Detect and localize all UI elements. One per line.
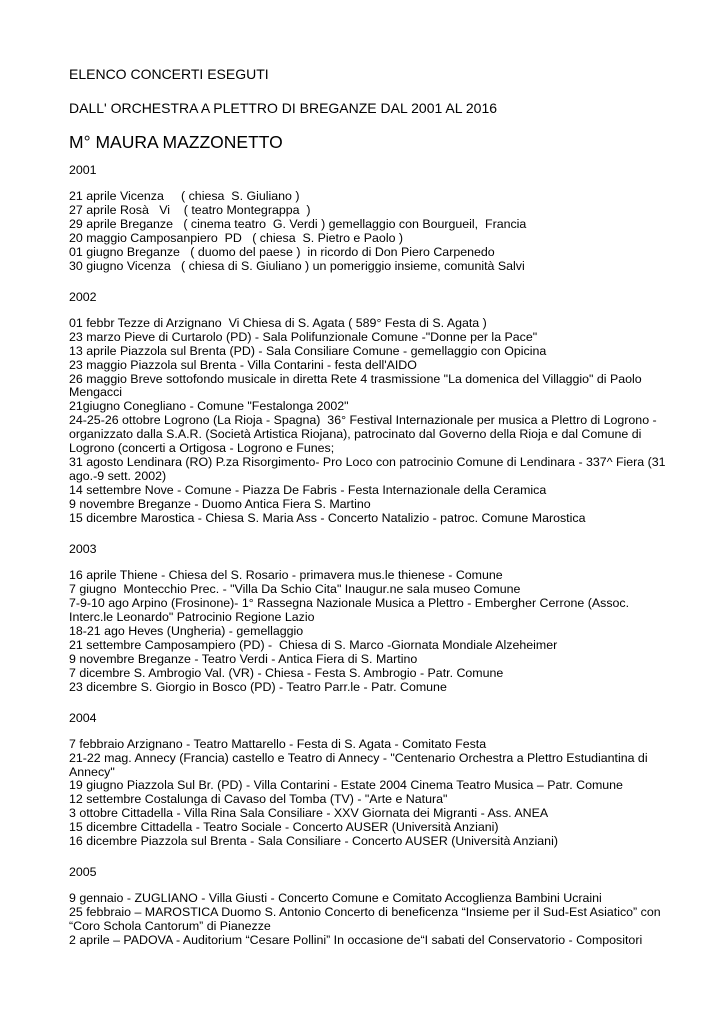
concert-entry: 3 ottobre Cittadella - Villa Rina Sala Consiliare - XXV Giornata dei Migranti - Ass. ANEA — [69, 806, 549, 821]
concert-entries — [69, 569, 669, 695]
concert-entry: 9 novembre Breganze - Teatro Verdi - Antica Fiera di S. Martino — [69, 651, 418, 666]
concert-entry: 24-25-26 ottobre Logrono (La Rioja - Spagna) 36° Festival Internazionale per musica a Plettro di Logrono - organizzato dalla S.A.R. (Società Artistica Riojana), patrocinato dal Governo della Rioja e dal Comune di Logrono (concerti a Ortigosa - Logrono e Funes; — [69, 413, 657, 456]
concert-entry: 21 aprile Vicenza ( chiesa S. Giuliano ) — [69, 189, 300, 203]
year-heading: 2001 — [69, 163, 97, 177]
concert-entry: 15 dicembre Marostica - Chiesa S. Maria Ass - Concerto Natalizio - patroc. Comune Marostica — [69, 511, 586, 526]
year-section-2004 — [69, 711, 669, 850]
document-subtitle: DALL' ORCHESTRA A PLETTRO DI BREGANZE DAL 2001 AL 2016 — [69, 100, 498, 116]
concert-entry: 13 aprile Piazzola sul Brenta (PD) - Sala Consiliare Comune - gemellaggio con Opicina — [69, 343, 547, 358]
year-section-2003 — [69, 542, 669, 695]
concert-entry: 2 aprile – PADOVA - Auditorium “Cesare Pollini” In occasione de“I sabati del Conservatorio - Compositori — [69, 933, 643, 948]
concert-list — [69, 163, 669, 948]
concert-entry: 20 maggio Camposanpiero PD ( chiesa S. Pietro e Paolo ) — [69, 230, 404, 245]
concert-entries — [69, 892, 669, 948]
concert-entry: 7 febbraio Arzignano - Teatro Mattarello - Festa di S. Agata - Comitato Festa — [69, 736, 487, 751]
concert-entry: 23 dicembre S. Giorgio in Bosco (PD) - Teatro Parr.le - Patr. Comune — [69, 679, 447, 694]
concert-entry: 01 giugno Breganze ( duomo del paese ) in ricordo di Don Piero Carpenedo — [69, 244, 495, 259]
concert-entry: 29 aprile Breganze ( cinema teatro G. Verdi ) gemellaggio con Bourgueil, Francia — [69, 216, 527, 231]
year-heading: 2003 — [69, 542, 97, 557]
concert-entry: 7-9-10 ago Arpino (Frosinone)- 1° Rassegna Nazionale Musica a Plettro - Embergher Cerrone (Assoc. Interc.le Leonardo" Patrocinio Regione Lazio — [69, 595, 630, 624]
concert-entry: 23 marzo Pieve di Curtarolo (PD) - Sala Polifunzionale Comune -"Donne per la Pace" — [69, 329, 538, 344]
concert-entry: 16 dicembre Piazzola sul Brenta - Sala Consiliare - Concerto AUSER (Università Anziani) — [69, 834, 558, 849]
concert-entry: 21giugno Conegliano - Comune "Festalonga 2002" — [69, 399, 349, 414]
concert-entry: 01 febbr Tezze di Arzignano Vi Chiesa di S. Agata ( 589° Festa di S. Agata ) — [69, 315, 487, 330]
year-heading: 2004 — [69, 710, 97, 725]
year-section-2002 — [69, 290, 669, 526]
concert-entry: 7 giugno Montecchio Prec. - "Villa Da Schio Cita" Inaugur.ne sala museo Comune — [69, 581, 521, 596]
conductor-name: M° MAURA MAZZONETTO — [69, 132, 283, 152]
document-title: ELENCO CONCERTI ESEGUTI — [69, 66, 269, 82]
year-heading: 2005 — [69, 865, 97, 880]
concert-entry: 31 agosto Lendinara (RO) P.za Risorgimento- Pro Loco con patrocinio Comune di Lendinara - 337^ Fiera (31 ago.-9 sett. 2002) — [69, 455, 666, 484]
concert-entry: 15 dicembre Cittadella - Teatro Sociale - Concerto AUSER (Università Anziani) — [69, 820, 499, 835]
concert-entry: 9 novembre Breganze - Duomo Antica Fiera S. Martino — [69, 497, 371, 512]
concert-entry: 18-21 ago Heves (Ungheria) - gemellaggio — [69, 623, 304, 638]
concert-entry: 7 dicembre S. Ambrogio Val. (VR) - Chiesa - Festa S. Ambrogio - Patr. Comune — [69, 665, 504, 680]
concert-entry: 19 giugno Piazzola Sul Br. (PD) - Villa Contarini - Estate 2004 Cinema Teatro Musica – Patr. Comune — [69, 778, 623, 793]
concert-entry: 9 gennaio - ZUGLIANO - Villa Giusti - Concerto Comune e Comitato Accoglienza Bambini Ucraini — [69, 891, 602, 906]
concert-entry: 23 maggio Piazzola sul Brenta - Villa Contarini - festa dell'AIDO — [69, 357, 417, 372]
concert-entry: 27 aprile Rosà Vi ( teatro Montegrappa ) — [69, 202, 311, 217]
concert-entries — [69, 190, 669, 274]
year-section-2001 — [69, 163, 669, 274]
concert-entry: 14 settembre Nove - Comune - Piazza De Fabris - Festa Internazionale della Ceramica — [69, 483, 547, 498]
concert-entry: 16 aprile Thiene - Chiesa del S. Rosario - primavera mus.le thienese - Comune — [69, 568, 503, 583]
concert-entry: 21-22 mag. Annecy (Francia) castello e Teatro di Annecy - "Centenario Orchestra a Plettro Estudiantina di Annecy" — [69, 750, 648, 779]
concert-entries — [69, 317, 669, 526]
concert-entry: 26 maggio Breve sottofondo musicale in diretta Rete 4 trasmissione "La domenica del Villaggio" di Paolo Mengacci — [69, 371, 642, 400]
concert-entries — [69, 738, 669, 850]
year-section-2005 — [69, 865, 669, 948]
document-page — [69, 66, 669, 964]
year-heading: 2002 — [69, 289, 97, 304]
concert-entry: 25 febbraio – MAROSTICA Duomo S. Antonio Concerto di beneficenza “Insieme per il Sud-Est Asiatico” con “Coro Schola Cantorum” di Pianezze — [69, 905, 661, 934]
concert-entry: 21 settembre Camposampiero (PD) - Chiesa di S. Marco -Giornata Mondiale Alzeheimer — [69, 637, 558, 652]
concert-entry: 30 giugno Vicenza ( chiesa di S. Giuliano ) un pomeriggio insieme, comunità Salvi — [69, 258, 525, 273]
concert-entry: 12 settembre Costalunga di Cavaso del Tomba (TV) - "Arte e Natura" — [69, 792, 448, 807]
